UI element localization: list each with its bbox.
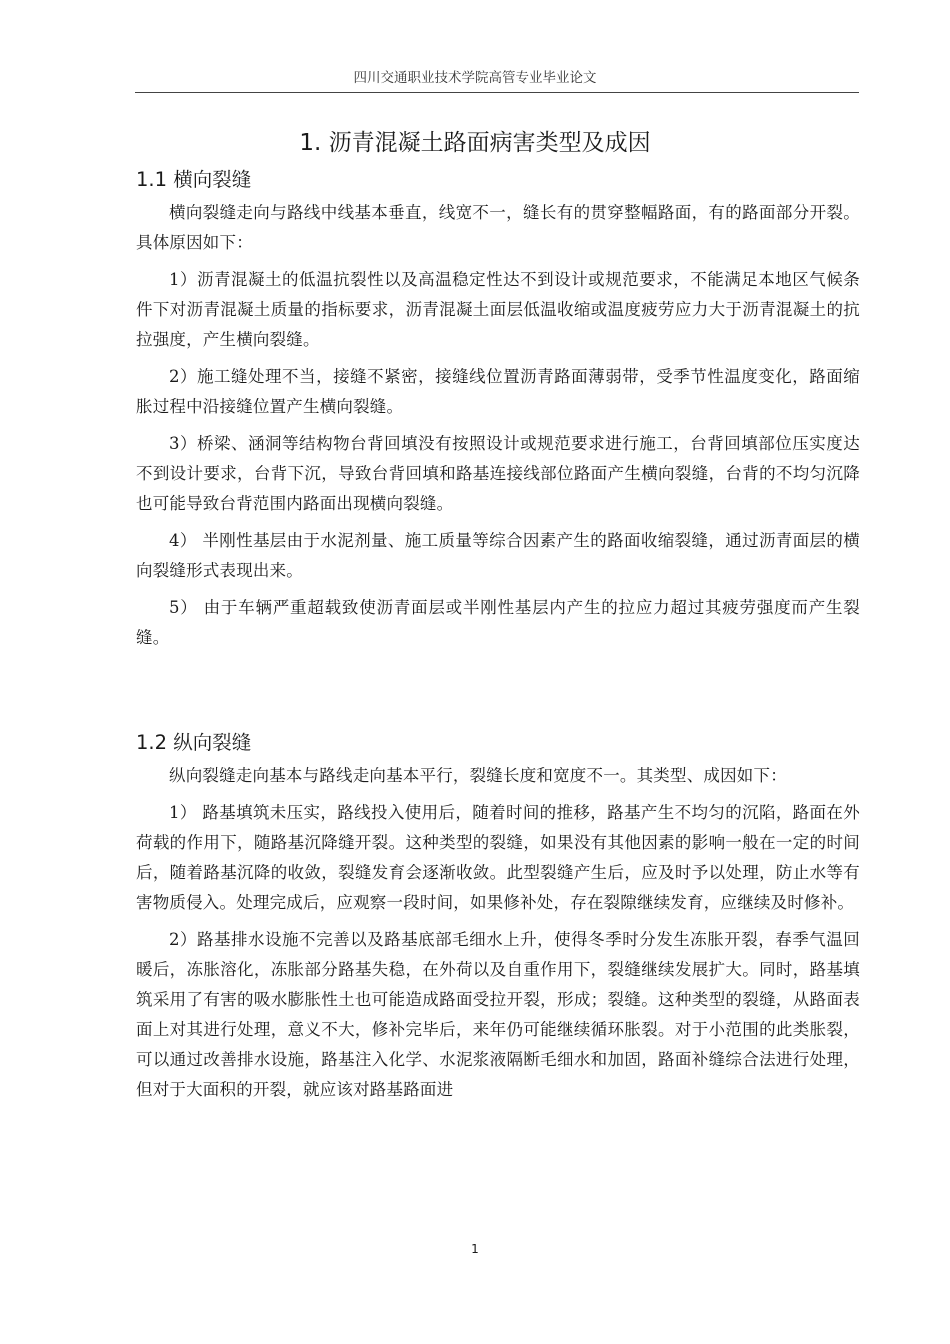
paragraph: 2）施工缝处理不当，接缝不紧密，接缝线位置沥青路面薄弱带，受季节性温度变化，路面缩胀过程中沿接缝位置产生横向裂缝。 xyxy=(136,367,860,416)
section-heading: 1.2 纵向裂缝 xyxy=(136,731,252,754)
header-divider xyxy=(135,92,859,93)
paragraph: 1）沥青混凝土的低温抗裂性以及高温稳定性达不到设计或规范要求，不能满足本地区气候条件下对沥青混凝土质量的指标要求，沥青混凝土面层低温收缩或温度疲劳应力大于沥青混凝土的抗拉强度，产生横向裂缝。 xyxy=(136,270,860,349)
section-transverse-cracks xyxy=(136,164,860,660)
paragraph: 4） 半刚性基层由于水泥剂量、施工质量等综合因素产生的路面收缩裂缝，通过沥青面层的横向裂缝形式表现出来。 xyxy=(136,531,860,580)
section-heading: 1.1 横向裂缝 xyxy=(136,168,252,191)
paragraph: 2）路基排水设施不完善以及路基底部毛细水上升，使得冬季时分发生冻胀开裂，春季气温回暖后，冻胀溶化，冻胀部分路基失稳，在外荷以及自重作用下，裂缝继续发展扩大。同时，路基填筑采用了有害的吸水膨胀性土也可能造成路面受拉开裂，形成；裂缝。这种类型的裂缝，从路面表面上对其进行处理，意义不大，修补完毕后，来年仍可能继续循环胀裂。对于小范围的此类胀裂，可以通过改善排水设施，路基注入化学、水泥浆液隔断毛细水和加固，路面补缝综合法进行处理，但对于大面积的开裂，就应该对路基路面进 xyxy=(136,930,860,1099)
page-number: 1 xyxy=(471,1242,479,1256)
section-longitudinal-cracks xyxy=(136,727,860,1112)
paragraph: 3）桥梁、涵洞等结构物台背回填没有按照设计或规范要求进行施工，台背回填部位压实度达不到设计要求，台背下沉，导致台背回填和路基连接线部位路面产生横向裂缝，台背的不均匀沉降也可能导致台背范围内路面出现横向裂缝。 xyxy=(136,434,860,513)
running-header: 四川交通职业技术学院高管专业毕业论文 xyxy=(353,70,597,86)
paragraph: 5） 由于车辆严重超载致使沥青面层或半刚性基层内产生的拉应力超过其疲劳强度而产生裂缝。 xyxy=(136,598,860,647)
paragraph: 纵向裂缝走向基本与路线走向基本平行，裂缝长度和宽度不一。其类型、成因如下： xyxy=(169,766,787,785)
paragraph: 1） 路基填筑未压实，路线投入使用后，随着时间的推移，路基产生不均匀的沉陷，路面在外荷载的作用下，随路基沉降缝开裂。这种类型的裂缝，如果没有其他因素的影响一般在一定的时间后，随着路基沉降的收敛，裂缝发育会逐渐收敛。此型裂缝产生后，应及时予以处理，防止水等有害物质侵入。处理完成后，应观察一段时间，如果修补处，存在裂隙继续发育，应继续及时修补。 xyxy=(136,803,860,912)
paragraph: 横向裂缝走向与路线中线基本垂直，线宽不一，缝长有的贯穿整幅路面，有的路面部分开裂。具体原因如下： xyxy=(136,203,860,252)
chapter-title: 1. 沥青混凝土路面病害类型及成因 xyxy=(299,130,651,156)
